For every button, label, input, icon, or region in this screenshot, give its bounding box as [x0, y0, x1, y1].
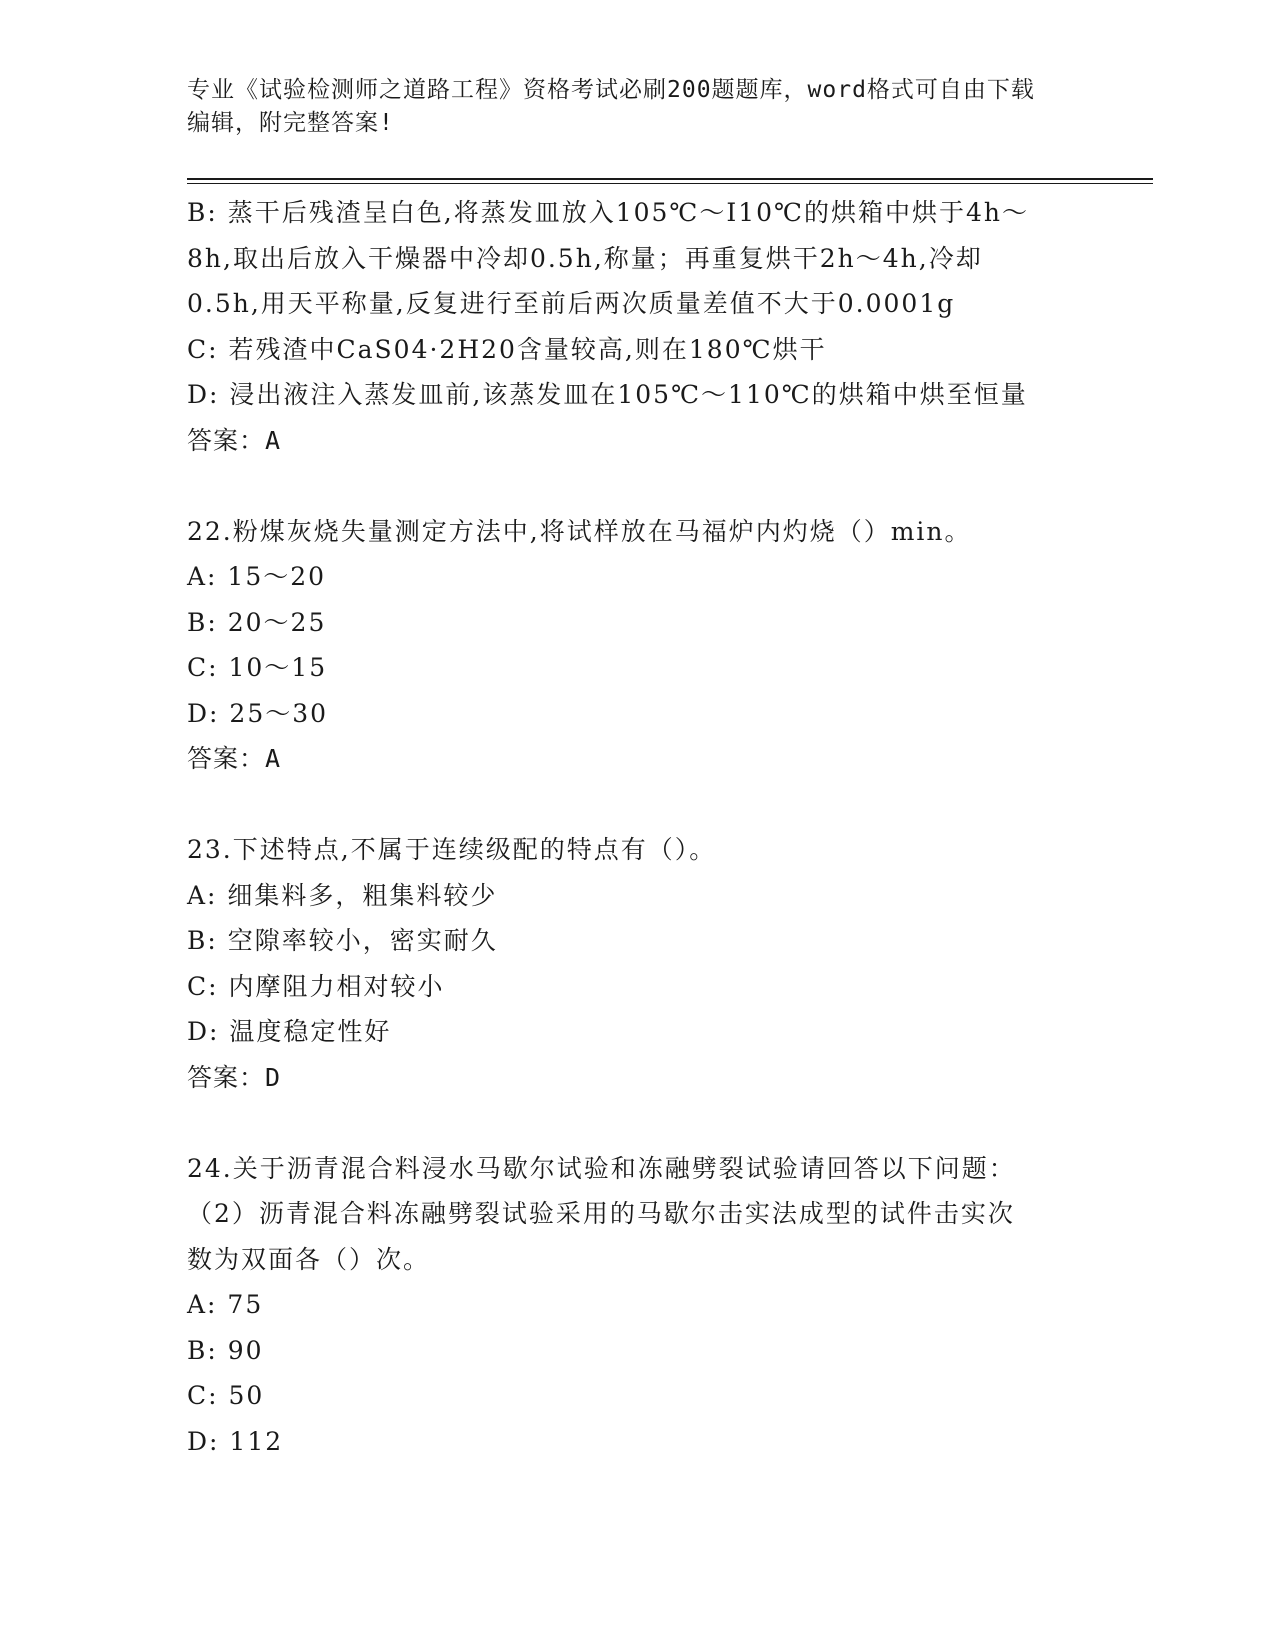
option-c: C: 内摩阻力相对较小	[187, 971, 445, 1001]
question-stem: 23.下述特点,不属于连续级配的特点有（）。	[187, 835, 717, 864]
spacer	[187, 782, 1087, 828]
document-body	[187, 190, 1087, 1464]
question-stem-line-3: 数为双面各（）次。	[187, 1244, 431, 1274]
option-b: B: 20～25	[187, 607, 327, 637]
header-divider-thin	[187, 183, 1153, 184]
option-c: C: 若残渣中CaS04·2H20含量较高,则在180℃烘干	[187, 334, 827, 364]
question-24	[187, 1146, 1087, 1465]
question-22	[187, 509, 1087, 782]
option-d: D: 浸出液注入蒸发皿前,该蒸发皿在105℃～110℃的烘箱中烘至恒量	[187, 380, 1028, 409]
option-b: B: 空隙率较小，密实耐久	[187, 926, 498, 955]
document-header	[187, 74, 1087, 140]
header-line-2: 编辑，附完整答案!	[187, 110, 394, 136]
option-d: D: 25～30	[187, 698, 329, 728]
option-a: A: 细集料多，粗集料较少	[187, 880, 498, 910]
answer-label: 答案：A	[187, 744, 282, 773]
option-b-line-3: 0.5h,用天平称量,反复进行至前后两次质量差值不大于0.0001g	[187, 289, 956, 318]
question-23	[187, 827, 1087, 1100]
spacer	[187, 1100, 1087, 1146]
option-d: D: 温度稳定性好	[187, 1017, 392, 1046]
option-b-line-2: 8h,取出后放入干燥器中冷却0.5h,称量；再重复烘干2h～4h,冷却	[187, 243, 983, 273]
option-a: A: 75	[187, 1290, 264, 1319]
question-21-continuation	[187, 190, 1087, 463]
option-c: C: 10～15	[187, 653, 328, 682]
option-b: B: 90	[187, 1335, 264, 1365]
option-d: D: 112	[187, 1426, 284, 1456]
header-line-1: 专业《试验检测师之道路工程》资格考试必刷200题题库，word格式可自由下载	[187, 77, 1035, 103]
option-a: A: 15～20	[187, 562, 327, 591]
header-divider-thick	[187, 178, 1153, 180]
option-c: C: 50	[187, 1381, 265, 1410]
option-b-line-1: B: 蒸干后残渣呈白色,将蒸发皿放入105℃～I10℃的烘箱中烘于4h～	[187, 198, 1030, 227]
question-stem-line-2: （2）沥青混合料冻融劈裂试验采用的马歇尔击实法成型的试件击实次	[187, 1199, 1015, 1228]
question-stem-line-1: 24.关于沥青混合料浸水马歇尔试验和冻融劈裂试验请回答以下问题：	[187, 1153, 1016, 1183]
question-stem: 22.粉煤灰烧失量测定方法中,将试样放在马福炉内灼烧（）min。	[187, 516, 972, 546]
answer-label: 答案：A	[187, 425, 282, 455]
answer-label: 答案：D	[187, 1062, 282, 1092]
spacer	[187, 463, 1087, 509]
